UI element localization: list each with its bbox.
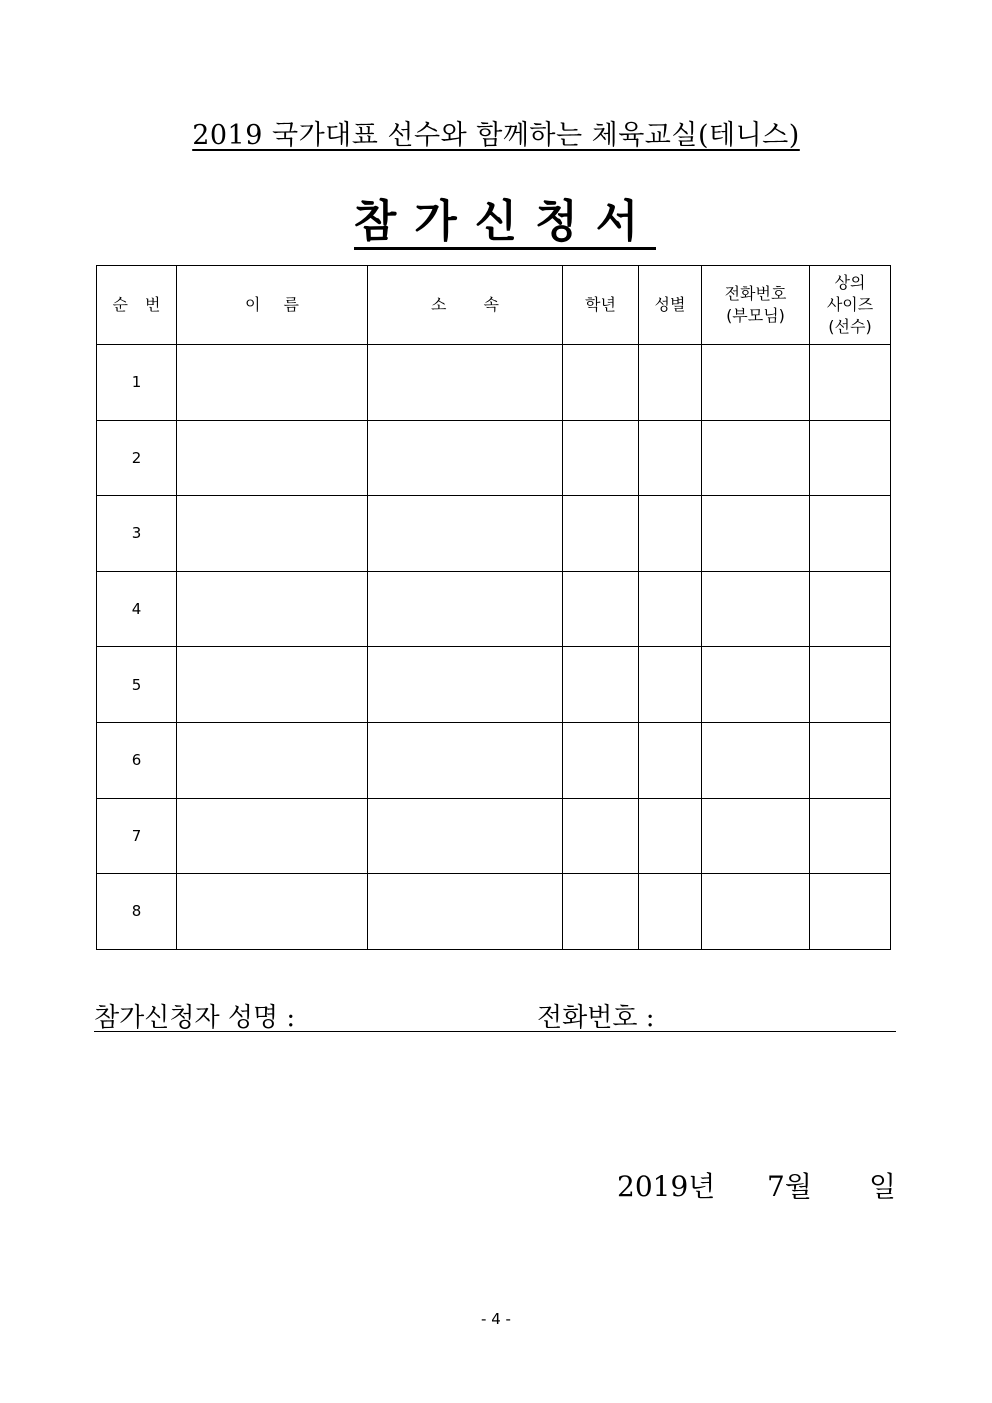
shirt-size-cell[interactable] xyxy=(810,345,891,421)
date-month: 7월 xyxy=(767,1170,812,1203)
header-name-text: 이 름 xyxy=(245,295,299,314)
name-cell[interactable] xyxy=(177,722,368,798)
gender-cell[interactable] xyxy=(639,496,702,572)
row-number: 4 xyxy=(97,571,177,647)
shirt-size-cell[interactable] xyxy=(810,420,891,496)
signature-line xyxy=(94,997,896,1032)
phone-cell[interactable] xyxy=(702,647,810,723)
name-cell[interactable] xyxy=(177,571,368,647)
table-row xyxy=(97,496,891,572)
header-affiliation xyxy=(368,266,563,345)
row-number: 6 xyxy=(97,722,177,798)
affiliation-cell[interactable] xyxy=(368,647,563,723)
event-title-text: 2019 국가대표 선수와 함께하는 체육교실(테니스) xyxy=(192,120,800,151)
name-cell[interactable] xyxy=(177,345,368,421)
gender-cell[interactable] xyxy=(639,647,702,723)
affiliation-cell[interactable] xyxy=(368,420,563,496)
date-line xyxy=(600,1165,896,1205)
phone-cell[interactable] xyxy=(702,345,810,421)
table-row xyxy=(97,874,891,950)
table-row xyxy=(97,722,891,798)
header-gender-text: 성별 xyxy=(654,295,686,314)
event-title xyxy=(0,113,992,152)
date-year: 2019년 xyxy=(617,1170,716,1203)
row-number: 3 xyxy=(97,496,177,572)
shirt-size-cell[interactable] xyxy=(810,571,891,647)
header-affiliation-text: 소 속 xyxy=(431,295,499,314)
grade-cell[interactable] xyxy=(563,345,639,421)
row-number: 5 xyxy=(97,647,177,723)
header-grade xyxy=(563,266,639,345)
phone-cell[interactable] xyxy=(702,874,810,950)
shirt-size-cell[interactable] xyxy=(810,874,891,950)
grade-cell[interactable] xyxy=(563,420,639,496)
grade-cell[interactable] xyxy=(563,571,639,647)
table-body xyxy=(97,345,891,950)
gender-cell[interactable] xyxy=(639,722,702,798)
applicant-name-label: 참가신청자 성명 : xyxy=(94,1003,296,1033)
phone-cell[interactable] xyxy=(702,722,810,798)
gender-cell[interactable] xyxy=(639,798,702,874)
header-shirt-size xyxy=(810,266,891,345)
header-name xyxy=(177,266,368,345)
header-grade-text: 학년 xyxy=(585,295,616,314)
shirt-size-cell[interactable] xyxy=(810,496,891,572)
table-row xyxy=(97,345,891,421)
table-row xyxy=(97,647,891,723)
row-number: 2 xyxy=(97,420,177,496)
gender-cell[interactable] xyxy=(639,345,702,421)
name-cell[interactable] xyxy=(177,798,368,874)
header-seq xyxy=(97,266,177,345)
name-cell[interactable] xyxy=(177,874,368,950)
row-number: 7 xyxy=(97,798,177,874)
gender-cell[interactable] xyxy=(639,874,702,950)
header-seq-text: 순 번 xyxy=(112,295,161,314)
row-number: 8 xyxy=(97,874,177,950)
phone-cell[interactable] xyxy=(702,798,810,874)
affiliation-cell[interactable] xyxy=(368,874,563,950)
page-number: - 4 - xyxy=(481,1310,511,1328)
shirt-size-cell[interactable] xyxy=(810,722,891,798)
grade-cell[interactable] xyxy=(563,798,639,874)
row-number: 1 xyxy=(97,345,177,421)
affiliation-cell[interactable] xyxy=(368,345,563,421)
header-gender xyxy=(639,266,702,345)
table-row xyxy=(97,571,891,647)
grade-cell[interactable] xyxy=(563,647,639,723)
phone-cell[interactable] xyxy=(702,496,810,572)
name-cell[interactable] xyxy=(177,496,368,572)
gender-cell[interactable] xyxy=(639,571,702,647)
table-row xyxy=(97,798,891,874)
shirt-size-cell[interactable] xyxy=(810,798,891,874)
grade-cell[interactable] xyxy=(563,874,639,950)
affiliation-cell[interactable] xyxy=(368,722,563,798)
affiliation-cell[interactable] xyxy=(368,496,563,572)
header-shirt-size-text: 상의 사이즈 (선수) xyxy=(826,273,874,336)
shirt-size-cell[interactable] xyxy=(810,647,891,723)
application-table xyxy=(96,265,891,950)
name-cell[interactable] xyxy=(177,420,368,496)
affiliation-cell[interactable] xyxy=(368,571,563,647)
grade-cell[interactable] xyxy=(563,496,639,572)
affiliation-cell[interactable] xyxy=(368,798,563,874)
form-title xyxy=(0,196,992,250)
grade-cell[interactable] xyxy=(563,722,639,798)
table-row xyxy=(97,420,891,496)
phone-cell[interactable] xyxy=(702,571,810,647)
header-row xyxy=(97,266,891,345)
phone-label: 전화번호 : xyxy=(537,1003,655,1033)
date-day: 일 xyxy=(868,1170,896,1203)
name-cell[interactable] xyxy=(177,647,368,723)
header-phone xyxy=(702,266,810,345)
phone-cell[interactable] xyxy=(702,420,810,496)
header-phone-text: 전화번호 (부모님) xyxy=(724,284,787,325)
gender-cell[interactable] xyxy=(639,420,702,496)
form-title-text: 참가신청서 xyxy=(354,197,657,250)
